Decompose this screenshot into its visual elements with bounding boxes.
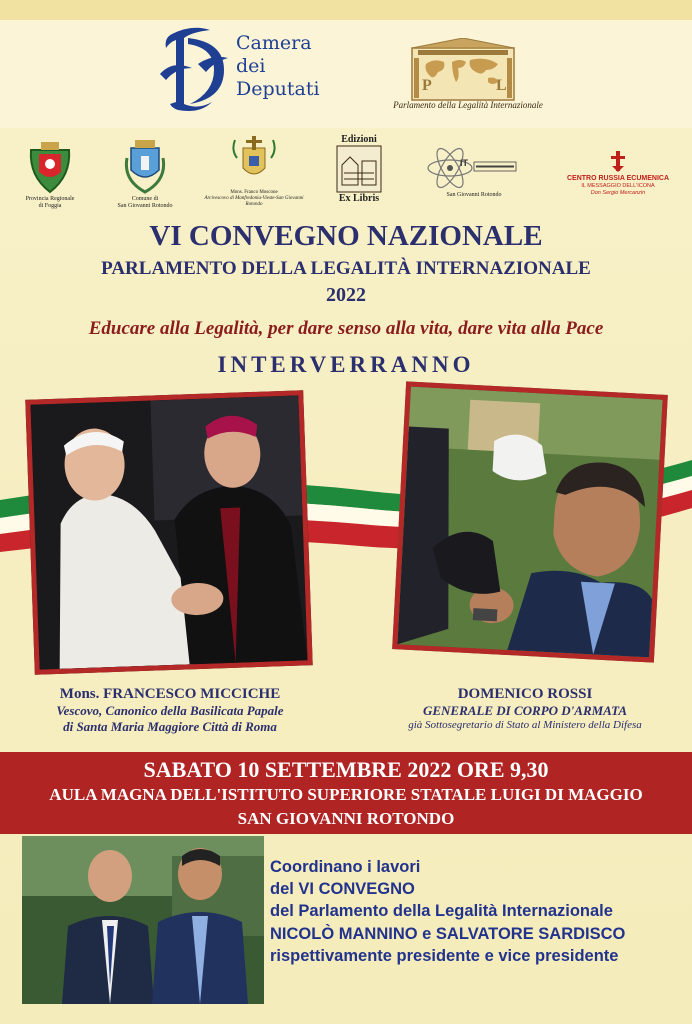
parlamento-caption: Parlamento della Legalità Internazionale [393, 100, 543, 110]
patron-4-label-1: Edizioni [341, 134, 377, 145]
header-band [0, 20, 692, 128]
patron-6-label-3: Don Sergio Mercanzin [590, 190, 646, 196]
speaker-1-name: Mons. FRANCESCO MICCICHE [59, 686, 281, 702]
patron-5-label-1: San Giovanni Rotondo [446, 192, 502, 198]
camera-dei-deputati-text [236, 32, 346, 101]
speaker-2-photo [392, 381, 668, 662]
speakers-heading: INTERVERRANNO [217, 352, 475, 377]
event-city: SAN GIOVANNI ROTONDO [237, 809, 455, 828]
patron-istituto-di-maggio [424, 140, 524, 199]
speaker-2-role-1: GENERALE DI CORPO D'ARMATA [422, 703, 628, 718]
camera-line-2: dei [236, 55, 266, 77]
svg-text:IT: IT [460, 158, 468, 168]
coordinators-line-1: Coordinano i lavori [270, 858, 421, 876]
patron-1-label-1: Provincia Regionale [25, 196, 75, 202]
comune-coat-of-arms-icon [121, 136, 169, 196]
patron-3-label-1: Mons. Franco Moscone [230, 190, 278, 195]
archbishop-coat-of-arms-icon [231, 134, 277, 190]
speaker-2-role-2: già Sottosegretario di Stato al Ministero della Difesa [408, 719, 642, 731]
patron-1-label-2: di Foggia [38, 203, 62, 209]
coordinators-line-4: NICOLÒ MANNINO e SALVATORE SARDISCO [270, 924, 626, 943]
camera-line-1: Camera [236, 32, 312, 54]
svg-text:P: P [422, 77, 432, 94]
patron-edizioni-ex-libris [328, 134, 390, 204]
svg-text:L: L [496, 77, 507, 94]
atom-logo-icon [424, 140, 524, 196]
two-men-photo [22, 836, 264, 1004]
patron-3-label-2: Arcivescovo di Manfredonia-Vieste-San Giovanni Rotondo [204, 196, 304, 207]
patron-centro-russia-ecumenica [556, 150, 680, 197]
coordinators-line-3: del Parlamento della Legalità Internazionale [270, 902, 613, 921]
speaker-1-role-2: di Santa Maria Maggiore Città di Roma [63, 719, 277, 734]
speaker-1-caption [20, 686, 320, 735]
patron-6-label-1: CENTRO RUSSIA ECUMENICA [566, 175, 670, 182]
patron-arcivescovo [202, 134, 306, 208]
icon-cross-logo-icon [608, 150, 628, 174]
event-motto: Educare alla Legalità, per dare senso alla vita, dare vita alla Pace [88, 318, 604, 339]
pope-and-bishop-photo [30, 395, 307, 669]
patron-2-label-2: San Giovanni Rotondo [117, 203, 173, 209]
general-with-cap-photo [397, 387, 662, 658]
speaker-1-role-1: Vescovo, Canonico della Basilicata Papale [56, 703, 284, 718]
camera-line-3: Deputati [236, 78, 320, 100]
coordinators-photo [22, 836, 264, 1004]
speaker-2-name: DOMENICO ROSSI [457, 686, 593, 702]
event-venue: AULA MAGNA DELL'ISTITUTO SUPERIORE STATALE LUIGI DI MAGGIO [49, 785, 643, 804]
parlamento-legalita-logo [408, 38, 518, 102]
top-strip [0, 0, 692, 20]
coordinators-line-2: del VI CONVEGNO [270, 880, 415, 899]
patron-comune-sgr [108, 136, 182, 210]
event-subtitle: PARLAMENTO DELLA LEGALITÀ INTERNAZIONALE [101, 258, 591, 279]
coordinators-text [270, 856, 685, 967]
patron-6-label-2: IL MESSAGGIO DELL'ICONA [581, 183, 655, 189]
event-year: 2022 [326, 284, 366, 306]
patron-2-label-1: Comune di [131, 196, 159, 202]
speaker-2-caption [370, 686, 680, 731]
patron-provincia-foggia [16, 136, 84, 210]
provincia-coat-of-arms-icon [25, 136, 75, 196]
event-date: SABATO 10 SETTEMBRE 2022 ORE 9,30 [143, 757, 549, 782]
speaker-1-photo [25, 390, 312, 675]
camera-dei-deputati-logo [152, 24, 232, 116]
event-title: VI CONVEGNO NAZIONALE [149, 220, 543, 252]
coordinators-line-5: rispettivamente presidente e vice presidente [270, 946, 619, 965]
patron-4-label-2: Ex Libris [338, 193, 380, 204]
ex-libris-engraving-icon [336, 145, 382, 193]
